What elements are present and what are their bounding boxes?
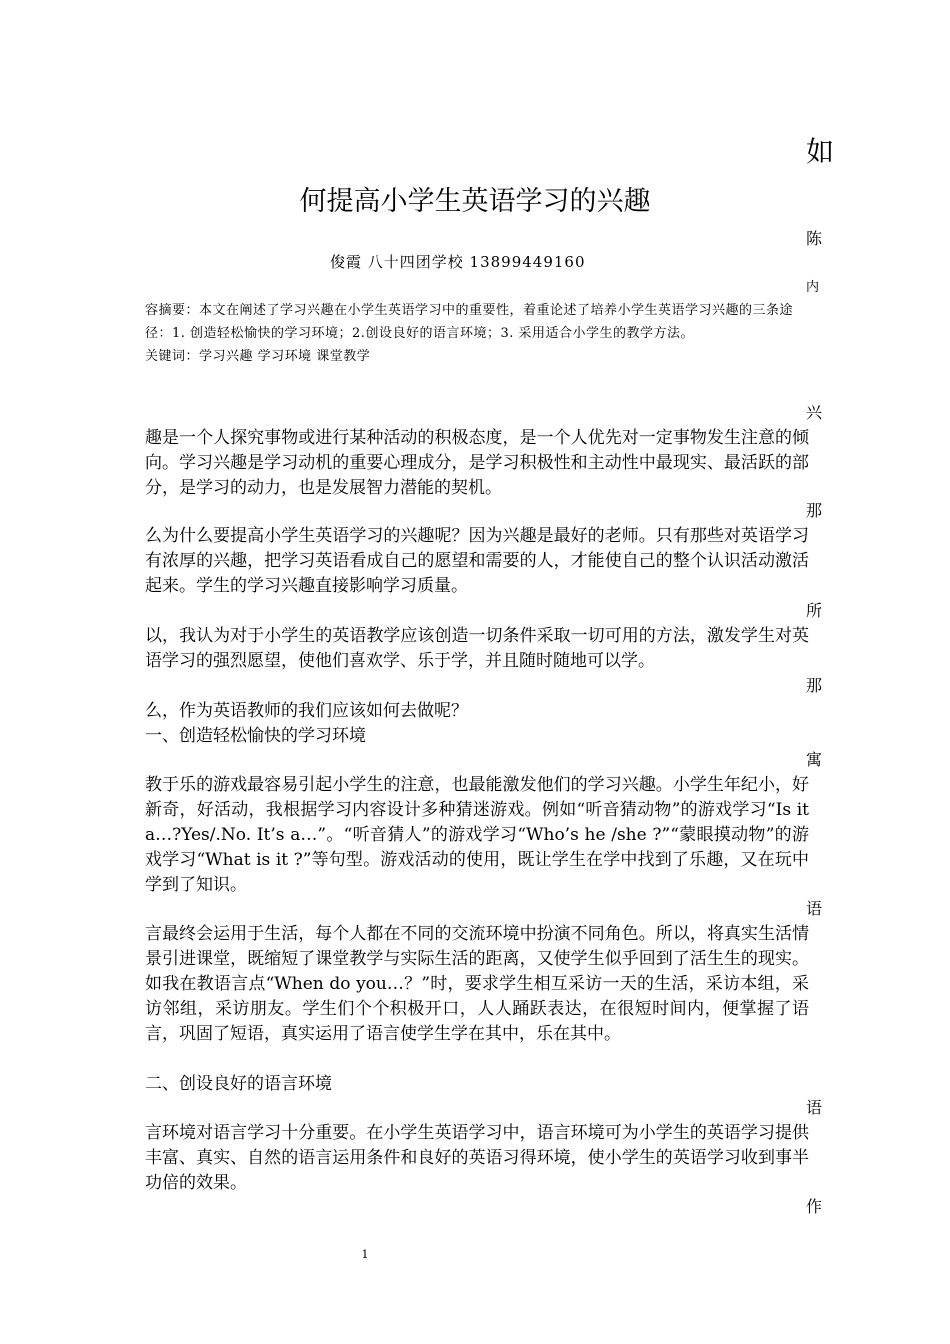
margin-char: 语 (806, 899, 823, 918)
margin-char: 寓 (806, 750, 823, 769)
margin-char: 陈 (806, 229, 823, 248)
margin-char: 内 (806, 280, 820, 295)
title-first-char: 如 (806, 135, 835, 168)
page-number: 1 (361, 1248, 369, 1261)
keywords: 关键词：学习兴趣 学习环境 课堂教学 (145, 349, 371, 364)
abstract-text: 容摘要：本文在阐述了学习兴趣在小学生英语学习中的重要性，着重论述了培养小学生英语学习兴趣的三条途径：1. 创造轻松愉快的学习环境；2.创设良好的语言环境；3. 采用适合小学生的教学方法。 (145, 303, 794, 341)
section-heading-1: 一、创造轻松愉快的学习环境 (145, 726, 366, 746)
paragraph: 教于乐的游戏最容易引起小学生的注意，也最能激发他们的学习兴趣。小学生年纪小，好新奇，好活动，我根据学习内容设计多种猜迷游戏。例如“听音猜动物”的游戏学习“Is it a…?Yes/.No. It’s a…”。“听音猜人”的游戏学习“Who’s he /she ?”“蒙眼摸动物”的游戏学习“What is it ?”等句型。游戏活动的使用，既让学生在学中找到了乐趣，又在玩中学到了知识。 (145, 775, 809, 895)
margin-char: 兴 (806, 403, 823, 422)
margin-char: 那 (806, 676, 823, 695)
paragraph: 么，作为英语教师的我们应该如何去做呢？ (145, 701, 468, 721)
page-title: 何提高小学生英语学习的兴趣 (299, 186, 651, 217)
paragraph: 言最终会运用于生活，每个人都在不同的交流环境中扮演不同角色。所以，将真实生活情景引进课堂，既缩短了课堂教学与实际生活的距离，又使学生似乎回到了活生生的现实。如我在教语言点“When do you…？”时，要求学生相互采访一天的生活，采访本组，采访邻组，采访朋友。学生们个个积极开口，人人踊跃表达，在很短时间内，便掌握了语言，巩固了短语，真实运用了语言使学生学在其中，乐在其中。 (145, 924, 809, 1044)
paragraph: 以，我认为对于小学生的英语教学应该创造一切条件采取一切可用的方法，激发学生对英语学习的强烈愿望，使他们喜欢学、乐于学，并且随时随地可以学。 (145, 626, 809, 671)
author-line: 俊霞 八十四团学校 13899449160 (330, 253, 586, 271)
abstract (145, 299, 809, 368)
paragraph: 言环境对语言学习十分重要。在小学生英语学习中，语言环境可为小学生的英语学习提供丰富、真实、自然的语言运用条件和良好的英语习得环境，使小学生的英语学习收到事半功倍的效果。 (145, 1123, 809, 1193)
margin-char: 语 (806, 1098, 823, 1117)
margin-char: 那 (806, 501, 823, 520)
margin-char: 所 (806, 601, 823, 620)
paragraph: 趣是一个人探究事物或进行某种活动的积极态度，是一个人优先对一定事物发生注意的倾向。学习兴趣是学习动机的重要心理成分，是学习积极性和主动性中最现实、最活跃的部分，是学习的动力，也是发展智力潜能的契机。 (145, 428, 809, 498)
section-heading-2: 二、创设良好的语言环境 (145, 1074, 332, 1094)
paragraph: 么为什么要提高小学生英语学习的兴趣呢？因为兴趣是最好的老师。只有那些对英语学习有浓厚的兴趣，把学习英语看成自己的愿望和需要的人，才能使自己的整个认识活动激活起来。学生的学习兴趣直接影响学习质量。 (145, 526, 809, 596)
margin-char: 作 (806, 1197, 823, 1216)
